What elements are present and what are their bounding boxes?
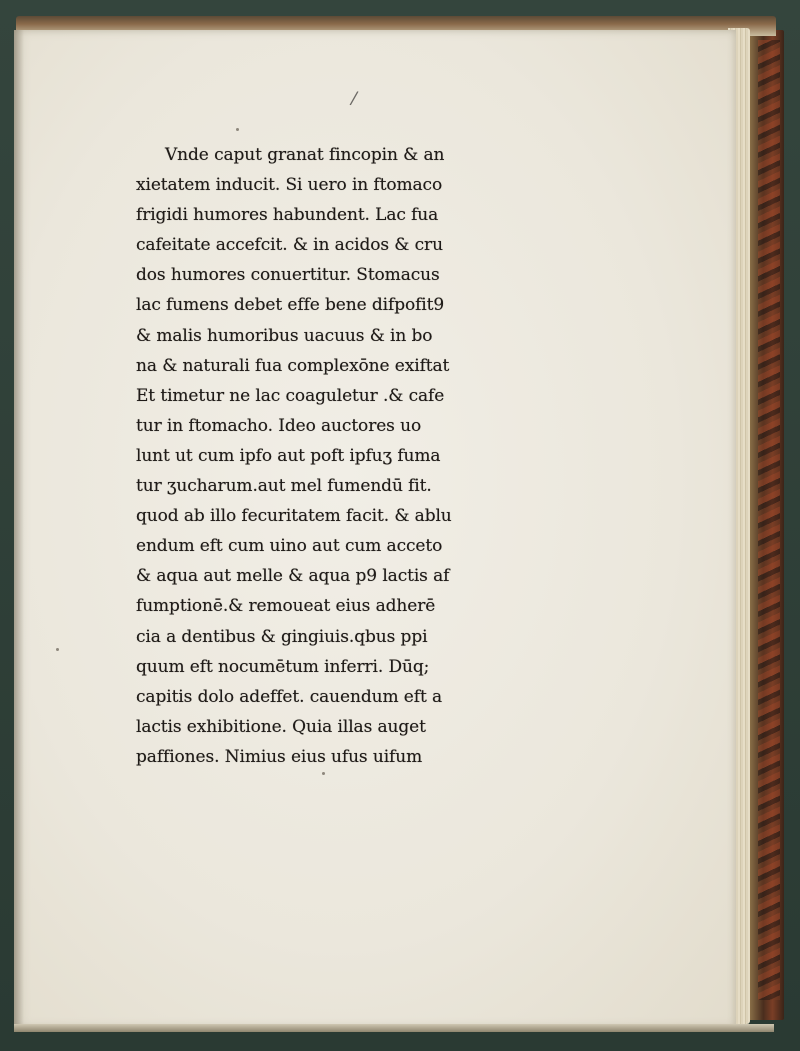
text-line: capitis dolo adeffet. cauendum eft a bbox=[136, 686, 443, 707]
text-line: & aqua aut melle & aqua p9 lactis af bbox=[136, 566, 450, 587]
text-line: na & naturali fua complexōne exiftat bbox=[136, 355, 450, 376]
text-block bbox=[136, 140, 516, 772]
text-line: lactis exhibitione. Quia illas auget bbox=[136, 716, 426, 737]
text-line: fumptionē.& remoueat eius adherē bbox=[136, 596, 436, 617]
text-line: quod ab illo fecuritatem facit. & ablu bbox=[136, 506, 452, 527]
text-line: paffiones. Nimius eius ufus uifum bbox=[136, 746, 423, 767]
paper-speck bbox=[322, 772, 325, 775]
page-bottom-edge bbox=[14, 1024, 774, 1032]
text-line: cia a dentibus & gingiuis.qbus ppi bbox=[136, 626, 428, 647]
text-line: xietatem inducit. Si uero in ftomaco bbox=[136, 175, 443, 196]
folio-mark: / bbox=[348, 87, 360, 110]
text-line: tur ʒucharum.aut mel fumendū fit. bbox=[136, 476, 432, 497]
text-line: cafeitate accefcit. & in acidos & cru bbox=[136, 235, 443, 256]
text-line: tur in ftomacho. Ideo auctores uo bbox=[136, 415, 422, 436]
paper-speck bbox=[56, 648, 59, 651]
text-line: frigidi humores habundent. Lac fua bbox=[136, 205, 439, 226]
text-line: quum eft nocumētum inferri. Dūq; bbox=[136, 656, 430, 677]
text-line: Et timetur ne lac coaguletur .& cafe bbox=[136, 385, 445, 406]
text-line: dos humores conuertitur. Stomacus bbox=[136, 265, 440, 286]
text-line: Vnde caput granat fincopin & an bbox=[165, 145, 445, 165]
text-line: & malis humoribus uacuus & in bo bbox=[136, 325, 433, 346]
text-line: lac fumens debet effe bene difpofit9 bbox=[136, 295, 445, 316]
text-line: endum eft cum uino aut cum acceto bbox=[136, 536, 443, 557]
marbled-board bbox=[758, 40, 780, 1000]
paper-speck bbox=[236, 128, 239, 131]
text-line: lunt ut cum ipfo aut poft ipfuʒ fuma bbox=[136, 445, 441, 466]
gutter-shadow bbox=[14, 30, 24, 1028]
